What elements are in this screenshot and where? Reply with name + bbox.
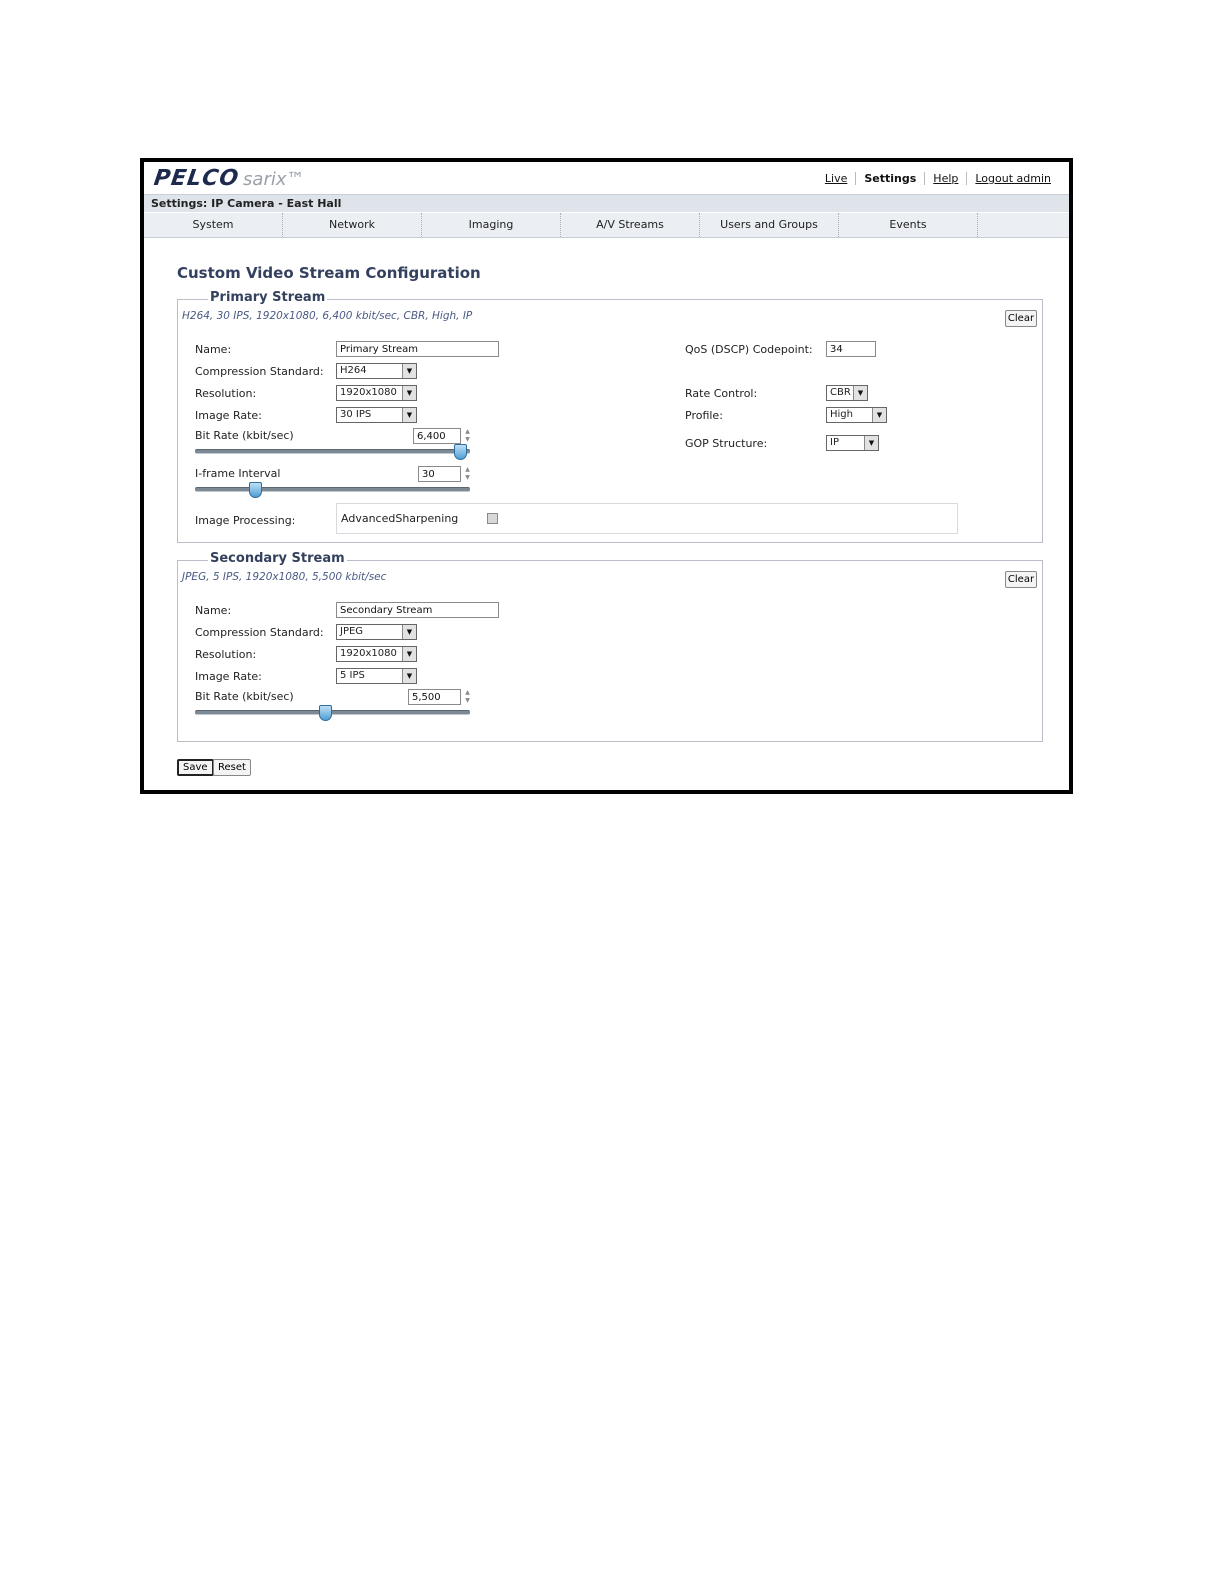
save-button[interactable]: Save [177, 759, 214, 776]
live-link[interactable]: Live [824, 172, 848, 185]
selected-value: CBR [830, 387, 851, 398]
primary-iframe-interval-input[interactable] [418, 466, 461, 482]
secondary-image-rate-select[interactable] [336, 668, 417, 684]
image-rate-label: Image Rate: [195, 409, 262, 422]
primary-stream-summary: H264, 30 IPS, 1920x1080, 6,400 kbit/sec, CBR, High, IP [182, 310, 473, 322]
iframe-interval-label: I-frame Interval [195, 467, 281, 480]
secondary-name-input[interactable] [336, 602, 499, 618]
main-tabs [144, 213, 1069, 238]
browser-frame [140, 158, 1073, 794]
primary-image-rate-select[interactable] [336, 407, 417, 423]
spinner-arrows-icon[interactable]: ▲ ▼ [465, 428, 470, 443]
rate-control-select[interactable] [826, 385, 868, 401]
logout-link[interactable]: Logout admin [975, 172, 1051, 185]
image-processing-label: Image Processing: [195, 514, 296, 527]
primary-stream-legend: Primary Stream [210, 290, 326, 305]
gop-structure-label: GOP Structure: [685, 437, 768, 450]
name-label: Name: [195, 343, 232, 356]
primary-stream-panel [177, 290, 1043, 543]
name-label: Name: [195, 604, 232, 617]
slider-thumb-icon[interactable] [454, 444, 467, 460]
chevron-down-icon[interactable]: ▼ [402, 408, 416, 422]
slider-thumb-icon[interactable] [319, 705, 332, 721]
selected-value: JPEG [340, 626, 364, 637]
chevron-down-icon[interactable]: ▼ [864, 436, 878, 450]
top-links [817, 172, 1059, 185]
resolution-label: Resolution: [195, 648, 257, 661]
tab-events[interactable]: Events [839, 213, 978, 237]
reset-button[interactable]: Reset [213, 759, 251, 776]
secondary-clear-button[interactable]: Clear [1005, 571, 1037, 588]
image-rate-label: Image Rate: [195, 670, 262, 683]
top-bar [144, 162, 1069, 194]
chevron-down-icon[interactable]: ▼ [872, 408, 886, 422]
primary-compression-select[interactable] [336, 363, 417, 379]
tab-system[interactable]: System [144, 213, 283, 237]
spinner-arrows-icon[interactable]: ▲ ▼ [465, 466, 470, 481]
page-title: Custom Video Stream Configuration [177, 264, 481, 282]
advanced-sharpening-checkbox[interactable] [487, 513, 498, 524]
primary-name-input[interactable] [336, 341, 499, 357]
profile-label: Profile: [685, 409, 723, 422]
qos-label: QoS (DSCP) Codepoint: [685, 343, 813, 356]
chevron-down-icon[interactable]: ▼ [402, 647, 416, 661]
resolution-label: Resolution: [195, 387, 257, 400]
logo-product: sarix™ [243, 169, 305, 190]
tab-users-and-groups[interactable]: Users and Groups [700, 213, 839, 237]
selected-value: 5 IPS [340, 670, 365, 681]
chevron-down-icon[interactable]: ▼ [402, 625, 416, 639]
spinner-arrows-icon[interactable]: ▲ ▼ [465, 689, 470, 704]
primary-bit-rate-input[interactable] [413, 428, 461, 444]
secondary-resolution-select[interactable] [336, 646, 417, 662]
tab-av-streams[interactable]: A/V Streams [561, 213, 700, 237]
primary-clear-button[interactable]: Clear [1005, 310, 1037, 327]
chevron-down-icon[interactable]: ▼ [402, 669, 416, 683]
primary-resolution-select[interactable] [336, 385, 417, 401]
bit-rate-label: Bit Rate (kbit/sec) [195, 429, 294, 442]
gop-structure-select[interactable] [826, 435, 879, 451]
chevron-down-icon[interactable]: ▼ [402, 386, 416, 400]
secondary-bit-rate-input[interactable] [408, 689, 461, 705]
settings-link[interactable]: Settings [864, 172, 917, 185]
tab-imaging[interactable]: Imaging [422, 213, 561, 237]
profile-select[interactable] [826, 407, 887, 423]
slider-thumb-icon[interactable] [249, 482, 262, 498]
tab-network[interactable]: Network [283, 213, 422, 237]
bit-rate-label: Bit Rate (kbit/sec) [195, 690, 294, 703]
chevron-down-icon[interactable]: ▼ [402, 364, 416, 378]
secondary-stream-panel [177, 551, 1043, 742]
compression-label: Compression Standard: [195, 626, 324, 639]
pelco-logo [154, 166, 305, 192]
selected-value: High [830, 409, 853, 420]
secondary-stream-summary: JPEG, 5 IPS, 1920x1080, 5,500 kbit/sec [182, 571, 387, 583]
selected-value: 30 IPS [340, 409, 372, 420]
secondary-stream-legend: Secondary Stream [210, 551, 345, 566]
compression-label: Compression Standard: [195, 365, 324, 378]
image-processing-box [336, 503, 958, 534]
selected-value: 1920x1080 [340, 648, 397, 659]
selected-value: 1920x1080 [340, 387, 397, 398]
advanced-sharpening-label: AdvancedSharpening [341, 512, 459, 525]
secondary-compression-select[interactable] [336, 624, 417, 640]
chevron-down-icon[interactable]: ▼ [853, 386, 867, 400]
secondary-bit-rate-slider-track[interactable] [195, 710, 470, 715]
logo-brand: PELCO [152, 166, 241, 191]
help-link[interactable]: Help [933, 172, 959, 185]
primary-iframe-slider-track[interactable] [195, 487, 470, 492]
breadcrumb: Settings: IP Camera - East Hall [144, 194, 1069, 212]
primary-bit-rate-slider-track[interactable] [195, 449, 470, 454]
rate-control-label: Rate Control: [685, 387, 758, 400]
selected-value: IP [830, 437, 839, 448]
qos-codepoint-input[interactable] [826, 341, 876, 357]
selected-value: H264 [340, 365, 367, 376]
